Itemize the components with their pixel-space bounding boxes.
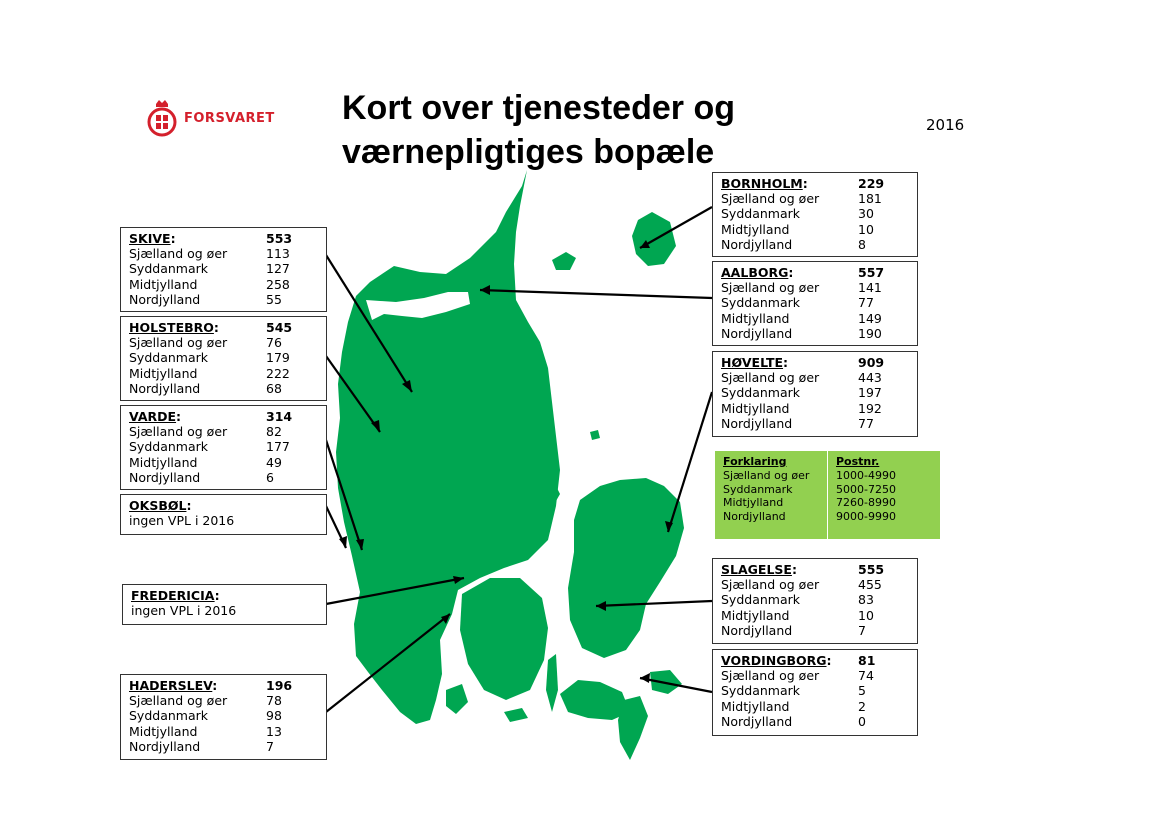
box-total: 555 <box>858 562 885 577</box>
row-label: Nordjylland <box>721 325 793 341</box>
row-value: 74 <box>858 668 874 684</box>
row-label: Sjælland og øer <box>129 693 228 709</box>
legend-region: Syddanmark <box>723 482 793 496</box>
row-label: Sjælland og øer <box>129 246 228 262</box>
box-varde: VARDE: 314 Sjælland og øer 82 Syddanmark 177 Midtjylland 49 Nordjylland 6 <box>120 405 327 490</box>
box-total: 545 <box>266 320 293 335</box>
anholt <box>590 430 600 440</box>
row-label: Midtjylland <box>129 276 198 292</box>
row-label: Midtjylland <box>721 310 790 326</box>
legend-range: 1000-4990 <box>836 468 896 482</box>
row-label: Sjælland og øer <box>721 191 820 207</box>
legend-region: Midtjylland <box>723 496 784 510</box>
box-name: SLAGELSE <box>721 562 792 577</box>
row-label: Nordjylland <box>129 469 201 485</box>
title-line-1: Kort over tjenesteder og <box>342 89 735 127</box>
row-value: 113 <box>266 246 290 262</box>
page-title <box>342 86 735 174</box>
row-label: Midtjylland <box>129 454 198 470</box>
row-value: 7 <box>858 622 866 638</box>
row-label: Sjælland og øer <box>129 335 228 351</box>
funen <box>460 578 548 700</box>
box-name: HADERSLEV <box>129 678 213 693</box>
row-value: 82 <box>266 424 282 440</box>
row-value: 177 <box>266 439 290 455</box>
legend-region: Sjælland og øer <box>723 468 810 482</box>
row-label: Sjælland og øer <box>721 668 820 684</box>
box-aalborg: AALBORG: 557 Sjælland og øer 141 Syddanmark 77 Midtjylland 149 Nordjylland 190 <box>712 261 918 346</box>
aero <box>504 708 528 722</box>
legend-postal-codes <box>715 451 940 539</box>
row-label: Nordjylland <box>129 291 201 307</box>
box-name: AALBORG <box>721 265 789 280</box>
lolland <box>560 680 630 720</box>
row-value: 6 <box>266 469 274 485</box>
row-value: 190 <box>858 325 882 341</box>
box-total: 229 <box>858 176 885 191</box>
row-value: 8 <box>858 236 866 252</box>
box-holstebro: HOLSTEBRO: 545 Sjælland og øer 76 Syddanmark 179 Midtjylland 222 Nordjylland 68 <box>120 316 327 401</box>
row-value: 179 <box>266 350 290 366</box>
row-label: Sjælland og øer <box>129 424 228 440</box>
row-label: Nordjylland <box>721 236 793 252</box>
row-label: Sjælland og øer <box>721 577 820 593</box>
legend-range: 7260-8990 <box>836 496 896 510</box>
row-value: 141 <box>858 280 882 296</box>
row-value: 222 <box>266 365 290 381</box>
box-name: VORDINGBORG <box>721 653 827 668</box>
legend-range: 5000-7250 <box>836 482 896 496</box>
row-label: Syddanmark <box>721 683 800 699</box>
row-label: Syddanmark <box>721 206 800 222</box>
legend-head-postnr: Postnr. <box>836 455 880 468</box>
row-value: 49 <box>266 454 282 470</box>
box-name: HØVELTE <box>721 355 784 370</box>
row-value: 76 <box>266 335 282 351</box>
row-value: 149 <box>858 310 882 326</box>
row-value: 443 <box>858 370 882 386</box>
falster <box>618 696 648 760</box>
zealand <box>568 478 684 658</box>
row-value: 78 <box>266 693 282 709</box>
row-label: Syddanmark <box>129 350 208 366</box>
box-skive: SKIVE: 553 Sjælland og øer 113 Syddanmark 127 Midtjylland 258 Nordjylland 55 <box>120 227 327 312</box>
row-label: Midtjylland <box>721 607 790 623</box>
row-label: Nordjylland <box>129 738 201 754</box>
row-label: Sjælland og øer <box>721 370 820 386</box>
row-value: 10 <box>858 607 874 623</box>
row-label: Nordjylland <box>721 415 793 431</box>
row-value: 192 <box>858 400 882 416</box>
box-fredericia: FREDERICIA: ingen VPL i 2016 <box>122 584 327 625</box>
legend-region: Nordjylland <box>723 510 786 524</box>
box-name: OKSBØL <box>129 498 187 513</box>
box-total: 909 <box>858 355 885 370</box>
box-name: FREDERICIA <box>131 588 215 603</box>
als <box>446 684 468 714</box>
row-label: Syddanmark <box>129 261 208 277</box>
row-label: Syddanmark <box>721 385 800 401</box>
row-value: 77 <box>858 415 874 431</box>
box-haderslev: HADERSLEV: 196 Sjælland og øer 78 Syddanmark 98 Midtjylland 13 Nordjylland 7 <box>120 674 327 760</box>
row-label: Midtjylland <box>129 723 198 739</box>
brand-name: FORSVARET <box>184 110 275 126</box>
row-value: 30 <box>858 206 874 222</box>
row-label: Midtjylland <box>129 365 198 381</box>
box-bornholm: BORNHOLM: 229 Sjælland og øer 181 Syddanmark 30 Midtjylland 10 Nordjylland 8 <box>712 172 918 257</box>
row-value: 77 <box>858 295 874 311</box>
box-name: SKIVE <box>129 231 171 246</box>
title-line-2: værnepligtiges bopæle <box>342 133 715 171</box>
row-value: 55 <box>266 291 282 307</box>
land-masses <box>336 170 684 760</box>
row-value: 7 <box>266 738 274 754</box>
row-value: 455 <box>858 577 882 593</box>
row-value: 0 <box>858 713 866 729</box>
row-label: Syddanmark <box>721 295 800 311</box>
box-vordingborg: VORDINGBORG: 81 Sjælland og øer 74 Syddanmark 5 Midtjylland 2 Nordjylland 0 <box>712 649 918 736</box>
legend-range: 9000-9990 <box>836 510 896 524</box>
row-label: Sjælland og øer <box>721 280 820 296</box>
row-value: 127 <box>266 261 290 277</box>
row-value: 13 <box>266 723 282 739</box>
langeland <box>546 654 558 712</box>
row-label: Midtjylland <box>721 698 790 714</box>
row-value: 197 <box>858 385 882 401</box>
row-value: 5 <box>858 683 866 699</box>
box-note: ingen VPL i 2016 <box>129 513 235 529</box>
box-total: 81 <box>858 653 876 668</box>
box-total: 196 <box>266 678 293 693</box>
row-value: 181 <box>858 191 882 207</box>
row-value: 98 <box>266 708 282 724</box>
row-label: Nordjylland <box>721 622 793 638</box>
row-value: 83 <box>858 592 874 608</box>
legend-head-region: Forklaring <box>723 455 787 468</box>
laeso <box>552 252 576 270</box>
box-hovelte: HØVELTE: 909 Sjælland og øer 443 Syddanmark 197 Midtjylland 192 Nordjylland 77 <box>712 351 918 437</box>
year-label: 2016 <box>926 116 965 134</box>
row-value: 258 <box>266 276 290 292</box>
row-label: Midtjylland <box>721 221 790 237</box>
box-total: 314 <box>266 409 293 424</box>
row-label: Syddanmark <box>129 708 208 724</box>
box-slagelse: SLAGELSE: 555 Sjælland og øer 455 Syddanmark 83 Midtjylland 10 Nordjylland 7 <box>712 558 918 644</box>
row-value: 10 <box>858 221 874 237</box>
forsvaret-logo <box>146 98 275 138</box>
row-label: Midtjylland <box>721 400 790 416</box>
row-label: Nordjylland <box>721 713 793 729</box>
box-name: BORNHOLM <box>721 176 803 191</box>
row-label: Syddanmark <box>129 439 208 455</box>
box-name: VARDE <box>129 409 177 424</box>
row-label: Nordjylland <box>129 380 201 396</box>
crown-shield-icon <box>146 98 178 138</box>
box-total: 557 <box>858 265 885 280</box>
box-name: HOLSTEBRO <box>129 320 214 335</box>
row-value: 68 <box>266 380 282 396</box>
box-note: ingen VPL i 2016 <box>131 603 237 619</box>
box-oksbol: OKSBØL: ingen VPL i 2016 <box>120 494 327 535</box>
box-total: 553 <box>266 231 293 246</box>
row-label: Syddanmark <box>721 592 800 608</box>
row-value: 2 <box>858 698 866 714</box>
